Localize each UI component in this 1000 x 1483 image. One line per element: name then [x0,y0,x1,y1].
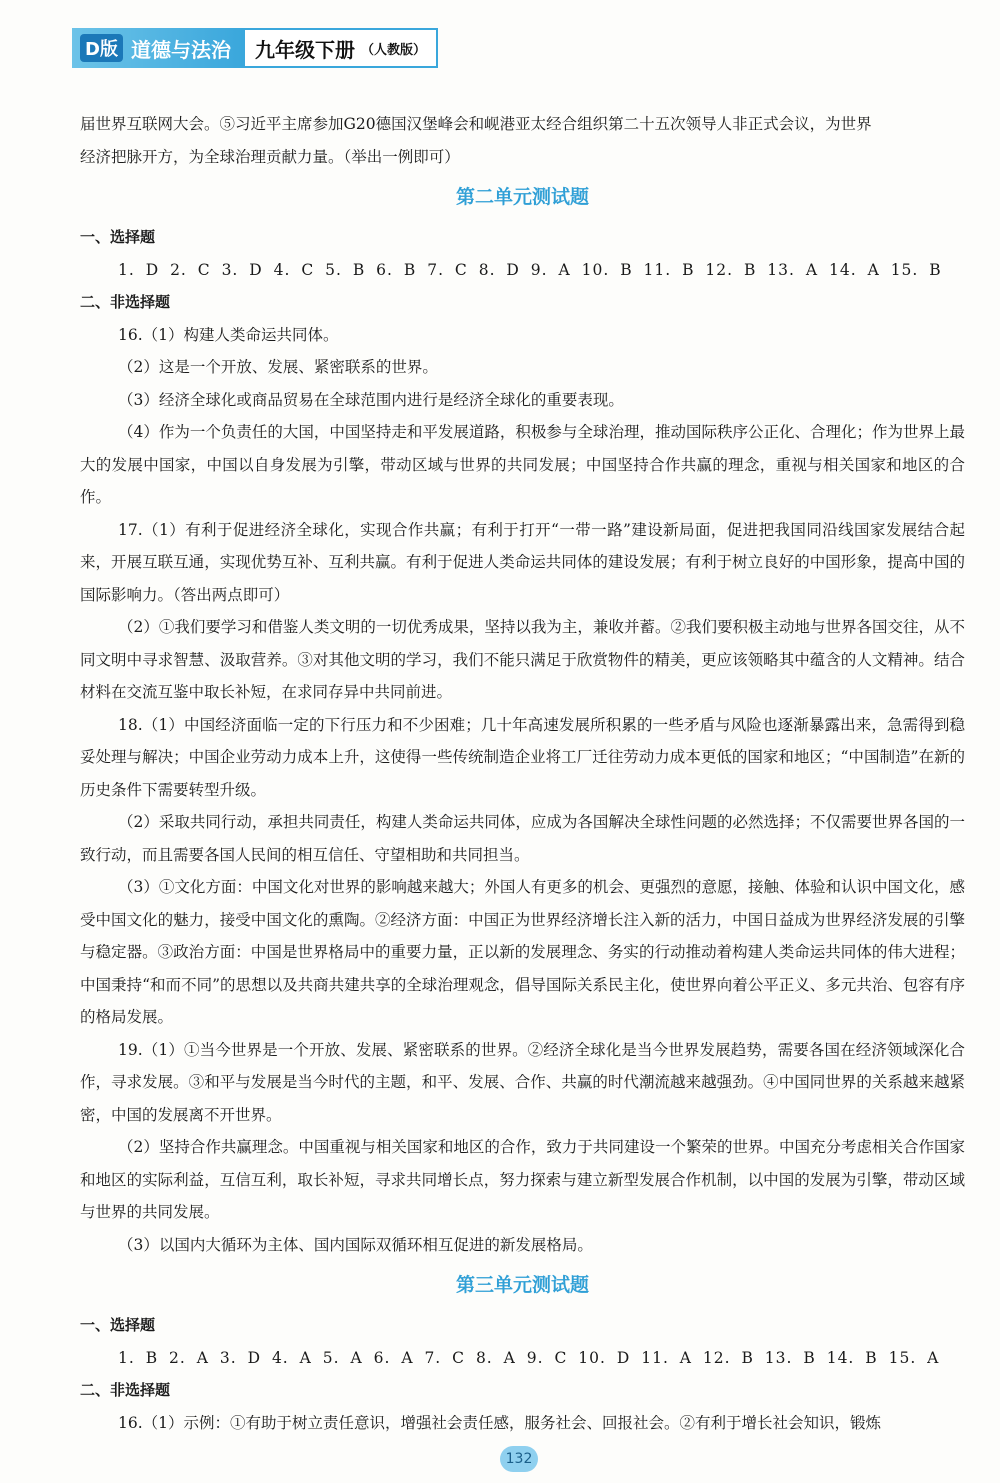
unit2-choice-heading: 一、选择题 [80,228,156,246]
answer-paragraph: （2）坚持合作共赢理念。中国重视与相关国家和地区的合作，致力于共同建设一个繁荣的世界。中国充分考虑相关合作国家和地区的实际利益，互信互利，取长补短，寻求共同增长点，努力探索与建立新型发展合作机制，以中国的发展为引擎，带动区域与世界的共同发展。 [80,1138,965,1221]
edition-badge: D版 [80,34,123,62]
answer-paragraph: （4）作为一个负责任的大国，中国坚持走和平发展道路，积极参与全球治理，推动国际秩序公正化、合理化；作为世界上最大的发展中国家，中国以自身发展为引擎，带动区域与世界的共同发展；中国坚持合作共赢的理念，重视与相关国家和地区的合作。 [80,423,965,506]
answer-paragraph: 17.（1）有利于促进经济全球化，实现合作共赢；有利于打开“一带一路”建设新局面，促进把我国同沿线国家发展结合起来，开展互联互通，实现优势互补、互利共赢。有利于促进人类命运共同体的建设发展；有利于树立良好的中国形象，提高中国的国际影响力。（答出两点即可） [80,520,965,604]
answer-paragraph: （2）采取共同行动，承担共同责任，构建人类命运共同体，应成为各国解决全球性问题的必然选择；不仅需要世界各国的一致行动，而且需要各国人民间的相互信任、守望相助和共同担当。 [80,813,965,864]
intro-line-1: 届世界互联网大会。⑤习近平主席参加G20德国汉堡峰会和岘港亚太经合组织第二十五次领导人非正式会议，为世界 [80,115,872,133]
intro-line-2: 经济把脉开方，为全球治理贡献力量。（举出一例即可） [80,147,460,166]
answer-paragraph: （2）①我们要学习和借鉴人类文明的一切优秀成果，坚持以我为主，兼收并蓄。②我们要积极主动地与世界各国交往，从不同文明中寻求智慧、汲取营养。③对其他文明的学习，我们不能只满足于欣赏物件的精美，更应该领略其中蕴含的人文精神。结合材料在交流互鉴中取长补短，在求同存异中共同前进。 [80,618,965,701]
answer-paragraph: （3）经济全球化或商品贸易在全球范围内进行是经济全球化的重要表现。 [118,390,624,409]
subject-title: 道德与法治 [130,37,231,62]
answer-paragraph: （3）①文化方面：中国文化对世界的影响越来越大；外国人有更多的机会、更强烈的意愿，接触、体验和认识中国文化，感受中国文化的魅力，接受中国文化的熏陶。②经济方面：中国正为世界经济增长注入新的活力，中国日益成为世界经济发展的引擎与稳定器。③政治方面：中国是世界格局中的重要力量，正以新的发展理念、务实的行动推动着构建人类命运共同体的伟大进程；中国秉持“和而不同”的思想以及共商共建共享的全球治理观念，倡导国际关系民主化，使世界向着公平正义、多元共治、包容有序的格局发展。 [80,878,965,1026]
answer-paragraph: （2）这是一个开放、发展、紧密联系的世界。 [118,358,438,376]
unit2-title: 第二单元测试题 [455,186,589,208]
page-number: 132 [500,1446,538,1472]
unit3-title: 第三单元测试题 [455,1274,589,1296]
unit3-nonchoice-heading: 二、非选择题 [80,1381,171,1399]
header-grade-block [243,28,438,68]
grade-title: 九年级下册 [254,37,355,62]
edition-label: （人教版） [360,42,426,58]
answer-paragraph: 19.（1）①当今世界是一个开放、发展、紧密联系的世界。②经济全球化是当今世界发展趋势，需要各国在经济领域深化合作，寻求发展。③和平与发展是当今时代的主题，和平、发展、合作、共赢的时代潮流越来越强劲。④中国同世界的关系越来越紧密，中国的发展离不开世界。 [80,1040,965,1124]
unit3-choice-heading: 一、选择题 [80,1316,156,1334]
answer-paragraph: 18.（1）中国经济面临一定的下行压力和不少困难；几十年高速发展所积累的一些矛盾与风险也逐渐暴露出来，急需得到稳妥处理与解决；中国企业劳动力成本上升，这使得一些传统制造企业将工厂迁往劳动力成本更低的国家和地区；“中国制造”在新的历史条件下需要转型升级。 [80,715,965,799]
unit2-choice-answers: 1. D 2. C 3. D 4. C 5. B 6. B 7. C 8. D 9. A 10. B 11. B 12. B 13. A 14. A 15. B [118,260,942,279]
page-header [72,28,438,68]
header-subject-block [72,28,243,68]
answer-paragraph: 16.（1）示例：①有助于树立责任意识，增强社会责任感，服务社会、回报社会。②有利于增长社会知识，锻炼 [118,1413,882,1432]
unit2-nonchoice-heading: 二、非选择题 [80,293,171,311]
answer-paragraph: （3）以国内大循环为主体、国内国际双循环相互促进的新发展格局。 [118,1235,593,1254]
unit3-choice-answers: 1. B 2. A 3. D 4. A 5. A 6. A 7. C 8. A 9. C 10. D 11. A 12. B 13. B 14. B 15. A [118,1348,940,1367]
page-content [80,108,965,1439]
answer-paragraph: 16.（1）构建人类命运共同体。 [118,325,339,344]
